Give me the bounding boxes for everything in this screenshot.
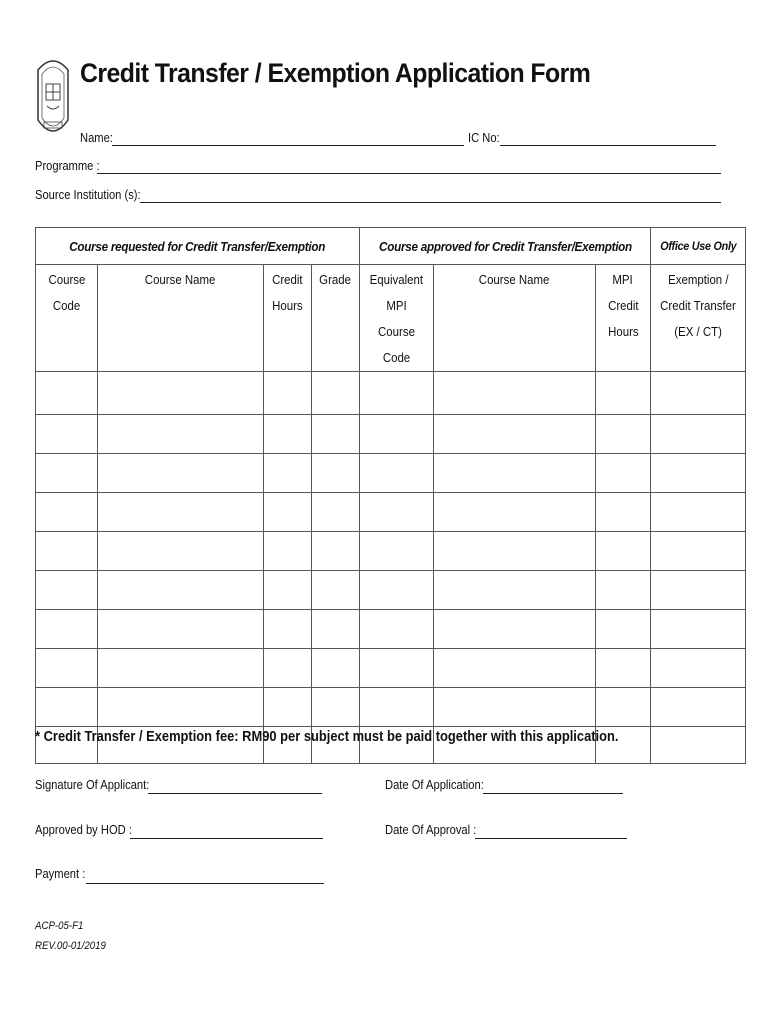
table-cell[interactable] bbox=[312, 493, 360, 532]
col-credit-hours: Credit Hours bbox=[264, 265, 312, 372]
table-cell[interactable] bbox=[360, 610, 434, 649]
table-cell[interactable] bbox=[434, 688, 596, 727]
table-cell[interactable] bbox=[312, 454, 360, 493]
table-cell[interactable] bbox=[596, 532, 651, 571]
table-cell[interactable] bbox=[98, 454, 264, 493]
ic-number-label: IC No: bbox=[468, 130, 500, 145]
source-institution-label: Source Institution (s): bbox=[35, 187, 141, 202]
office-use-header: Office Use Only bbox=[651, 228, 746, 265]
form-title: Credit Transfer / Exemption Application Form bbox=[80, 58, 591, 88]
table-cell[interactable] bbox=[36, 454, 98, 493]
table-cell[interactable] bbox=[98, 649, 264, 688]
table-row bbox=[36, 454, 746, 493]
table-cell[interactable] bbox=[651, 415, 746, 454]
table-cell[interactable] bbox=[651, 532, 746, 571]
table-row bbox=[36, 571, 746, 610]
programme-label: Programme : bbox=[35, 158, 100, 173]
table-cell[interactable] bbox=[596, 415, 651, 454]
table-cell[interactable] bbox=[36, 649, 98, 688]
table-cell[interactable] bbox=[36, 688, 98, 727]
col-exemption-credit-transfer: Exemption / Credit Transfer (EX / CT) bbox=[651, 265, 746, 372]
table-row bbox=[36, 415, 746, 454]
date-of-application-field[interactable] bbox=[483, 793, 623, 794]
date-of-application-label: Date Of Application: bbox=[385, 777, 484, 792]
table-cell[interactable] bbox=[264, 493, 312, 532]
table-cell[interactable] bbox=[264, 688, 312, 727]
table-cell[interactable] bbox=[98, 493, 264, 532]
table-cell[interactable] bbox=[434, 454, 596, 493]
institution-crest-logo bbox=[34, 50, 72, 144]
ic-number-field[interactable] bbox=[500, 145, 716, 146]
table-cell[interactable] bbox=[312, 532, 360, 571]
table-cell[interactable] bbox=[651, 727, 746, 764]
name-field[interactable] bbox=[112, 145, 464, 146]
form-code: ACP-05-F1 bbox=[35, 920, 84, 932]
table-cell[interactable] bbox=[264, 649, 312, 688]
table-row bbox=[36, 610, 746, 649]
date-of-approval-label: Date Of Approval : bbox=[385, 822, 477, 837]
table-cell[interactable] bbox=[36, 610, 98, 649]
table-cell[interactable] bbox=[36, 532, 98, 571]
table-cell[interactable] bbox=[596, 372, 651, 415]
table-cell[interactable] bbox=[98, 532, 264, 571]
table-cell[interactable] bbox=[360, 688, 434, 727]
table-cell[interactable] bbox=[651, 372, 746, 415]
col-mpi-credit-hours: MPI Credit Hours bbox=[596, 265, 651, 372]
table-cell[interactable] bbox=[264, 610, 312, 649]
fee-note: * Credit Transfer / Exemption fee: RM90 per subject must be paid together with this application. bbox=[35, 728, 619, 745]
col-course-name: Course Name bbox=[98, 265, 264, 372]
name-label: Name: bbox=[80, 130, 113, 145]
table-cell[interactable] bbox=[264, 532, 312, 571]
table-cell[interactable] bbox=[98, 415, 264, 454]
table-row bbox=[36, 688, 746, 727]
table-row bbox=[36, 372, 746, 415]
form-revision: REV.00-01/2019 bbox=[35, 940, 106, 952]
table-cell[interactable] bbox=[264, 454, 312, 493]
source-institution-field[interactable] bbox=[140, 202, 721, 203]
table-cell[interactable] bbox=[596, 571, 651, 610]
table-cell[interactable] bbox=[312, 649, 360, 688]
table-row bbox=[36, 532, 746, 571]
approved-courses-header: Course approved for Credit Transfer/Exemption bbox=[360, 228, 651, 265]
table-cell[interactable] bbox=[651, 610, 746, 649]
table-cell[interactable] bbox=[312, 372, 360, 415]
table-cell[interactable] bbox=[98, 571, 264, 610]
programme-field[interactable] bbox=[97, 173, 721, 174]
table-cell[interactable] bbox=[434, 610, 596, 649]
col-equivalent-mpi-course-code: Equivalent MPI Course Code bbox=[360, 265, 434, 372]
table-cell[interactable] bbox=[434, 372, 596, 415]
approved-by-hod-field[interactable] bbox=[130, 838, 323, 839]
table-cell[interactable] bbox=[312, 610, 360, 649]
table-cell[interactable] bbox=[360, 454, 434, 493]
table-row bbox=[36, 493, 746, 532]
table-cell[interactable] bbox=[360, 571, 434, 610]
table-cell[interactable] bbox=[98, 610, 264, 649]
col-approved-course-name: Course Name bbox=[434, 265, 596, 372]
table-cell[interactable] bbox=[264, 571, 312, 610]
table-cell[interactable] bbox=[434, 649, 596, 688]
table-cell[interactable] bbox=[434, 493, 596, 532]
date-of-approval-field[interactable] bbox=[475, 838, 627, 839]
table-cell[interactable] bbox=[360, 649, 434, 688]
table-cell[interactable] bbox=[98, 688, 264, 727]
payment-label: Payment : bbox=[35, 866, 86, 881]
table-cell[interactable] bbox=[36, 571, 98, 610]
table-cell[interactable] bbox=[651, 454, 746, 493]
table-cell[interactable] bbox=[434, 415, 596, 454]
table-cell[interactable] bbox=[312, 415, 360, 454]
table-cell[interactable] bbox=[596, 454, 651, 493]
table-cell[interactable] bbox=[596, 493, 651, 532]
col-course-code: Course Code bbox=[36, 265, 98, 372]
table-cell[interactable] bbox=[651, 571, 746, 610]
table-cell[interactable] bbox=[596, 610, 651, 649]
approved-by-hod-label: Approved by HOD : bbox=[35, 822, 132, 837]
table-cell[interactable] bbox=[596, 649, 651, 688]
table-cell[interactable] bbox=[36, 372, 98, 415]
table-cell[interactable] bbox=[312, 688, 360, 727]
col-grade: Grade bbox=[312, 265, 360, 372]
table-cell[interactable] bbox=[360, 493, 434, 532]
table-cell[interactable] bbox=[36, 493, 98, 532]
table-cell[interactable] bbox=[651, 688, 746, 727]
table-cell[interactable] bbox=[264, 415, 312, 454]
table-cell[interactable] bbox=[360, 532, 434, 571]
table-cell[interactable] bbox=[360, 372, 434, 415]
table-cell[interactable] bbox=[360, 415, 434, 454]
table-cell[interactable] bbox=[36, 415, 98, 454]
signature-label: Signature Of Applicant: bbox=[35, 777, 150, 792]
table-cell[interactable] bbox=[596, 688, 651, 727]
requested-courses-header: Course requested for Credit Transfer/Exemption bbox=[36, 228, 360, 265]
table-cell[interactable] bbox=[98, 372, 264, 415]
table-cell[interactable] bbox=[434, 571, 596, 610]
signature-field[interactable] bbox=[148, 793, 322, 794]
table-cell[interactable] bbox=[264, 372, 312, 415]
table-cell[interactable] bbox=[651, 649, 746, 688]
payment-field[interactable] bbox=[86, 883, 324, 884]
course-table bbox=[35, 227, 746, 764]
table-cell[interactable] bbox=[651, 493, 746, 532]
table-row bbox=[36, 649, 746, 688]
table-cell[interactable] bbox=[434, 532, 596, 571]
table-cell[interactable] bbox=[312, 571, 360, 610]
